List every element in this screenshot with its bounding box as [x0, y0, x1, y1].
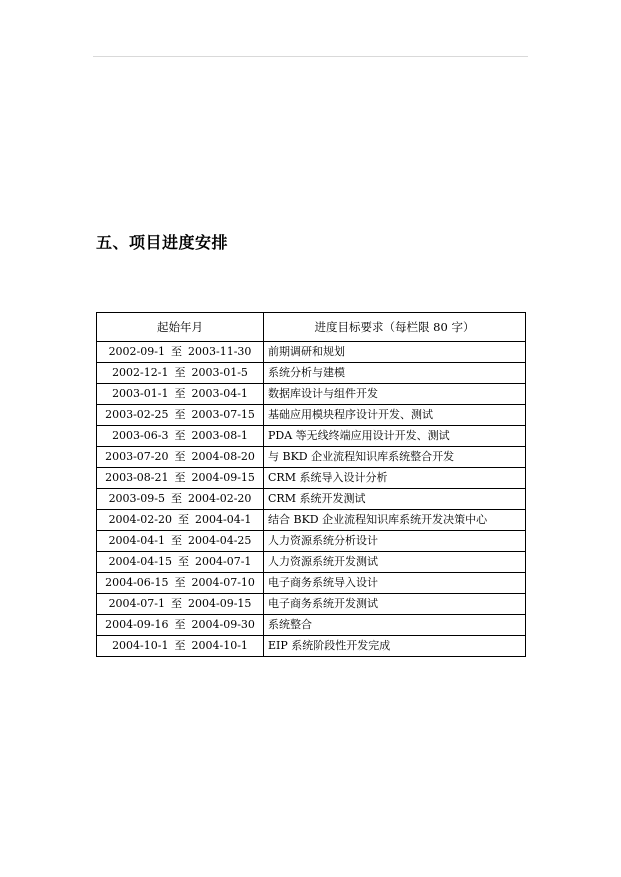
start-date: 2004-10-1 [112, 639, 169, 652]
range-separator: 至 [174, 471, 186, 484]
end-date: 2004-02-20 [188, 492, 252, 505]
goal-cell: PDA 等无线终端应用设计开发、测试 [264, 426, 526, 447]
end-date: 2004-09-15 [191, 471, 255, 484]
date-range-cell [97, 594, 264, 615]
range-separator: 至 [174, 366, 186, 379]
start-date: 2004-04-15 [108, 555, 172, 568]
goal-cell: 数据库设计与组件开发 [264, 384, 526, 405]
range-separator: 至 [174, 429, 186, 442]
column-header-goal: 进度目标要求（每栏限 80 字） [264, 313, 526, 342]
end-date: 2004-08-20 [191, 450, 255, 463]
table-row [97, 510, 526, 531]
start-date: 2003-06-3 [112, 429, 169, 442]
range-separator: 至 [174, 387, 186, 400]
end-date: 2003-04-1 [191, 387, 248, 400]
range-separator: 至 [174, 618, 186, 631]
table-row [97, 468, 526, 489]
date-range-cell [97, 468, 264, 489]
start-date: 2003-08-21 [105, 471, 169, 484]
table-row [97, 636, 526, 657]
range-separator: 至 [171, 597, 182, 610]
table-row [97, 342, 526, 363]
date-range-cell [97, 384, 264, 405]
goal-cell: 人力资源系统分析设计 [264, 531, 526, 552]
goal-cell: 系统整合 [264, 615, 526, 636]
column-header-date: 起始年月 [97, 313, 264, 342]
date-range-cell [97, 489, 264, 510]
range-separator: 至 [174, 639, 186, 652]
goal-cell: 电子商务系统导入设计 [264, 573, 526, 594]
date-range-cell [97, 531, 264, 552]
start-date: 2004-06-15 [105, 576, 169, 589]
goal-cell: 电子商务系统开发测试 [264, 594, 526, 615]
range-separator: 至 [174, 408, 186, 421]
goal-cell: 前期调研和规划 [264, 342, 526, 363]
date-range-cell [97, 405, 264, 426]
start-date: 2003-01-1 [112, 387, 169, 400]
goal-cell: 人力资源系统开发测试 [264, 552, 526, 573]
schedule-body [97, 342, 526, 657]
end-date: 2004-07-1 [194, 555, 252, 568]
table-row [97, 573, 526, 594]
range-separator: 至 [171, 345, 182, 358]
table-row [97, 426, 526, 447]
end-date: 2004-09-15 [188, 597, 252, 610]
date-range-cell [97, 510, 264, 531]
goal-cell: 基础应用模块程序设计开发、测试 [264, 405, 526, 426]
goal-cell: 结合 BKD 企业流程知识库系统开发决策中心 [264, 510, 526, 531]
end-date: 2004-07-10 [191, 576, 255, 589]
range-separator: 至 [174, 576, 186, 589]
table-row [97, 594, 526, 615]
range-separator: 至 [174, 450, 186, 463]
end-date: 2003-08-1 [191, 429, 248, 442]
start-date: 2004-09-16 [105, 618, 169, 631]
date-range-cell [97, 342, 264, 363]
table-row [97, 447, 526, 468]
start-date: 2002-09-1 [108, 345, 165, 358]
start-date: 2004-02-20 [108, 513, 172, 526]
end-date: 2003-07-15 [191, 408, 255, 421]
section-heading: 五、项目进度安排 [96, 233, 229, 252]
table-header-row [97, 313, 526, 342]
table-row [97, 405, 526, 426]
range-separator: 至 [177, 513, 189, 526]
range-separator: 至 [171, 534, 182, 547]
date-range-cell [97, 636, 264, 657]
end-date: 2003-11-30 [188, 345, 252, 358]
end-date: 2003-01-5 [191, 366, 248, 379]
date-range-cell [97, 426, 264, 447]
start-date: 2003-07-20 [105, 450, 169, 463]
start-date: 2003-02-25 [105, 408, 169, 421]
date-range-cell [97, 552, 264, 573]
start-date: 2002-12-1 [112, 366, 169, 379]
table-row [97, 615, 526, 636]
goal-cell: EIP 系统阶段性开发完成 [264, 636, 526, 657]
header-rule [93, 56, 528, 57]
range-separator: 至 [171, 492, 182, 505]
date-range-cell [97, 573, 264, 594]
table-row [97, 363, 526, 384]
end-date: 2004-04-25 [188, 534, 252, 547]
date-range-cell [97, 363, 264, 384]
start-date: 2004-04-1 [108, 534, 165, 547]
start-date: 2004-07-1 [108, 597, 165, 610]
end-date: 2004-09-30 [191, 618, 255, 631]
goal-cell: 系统分析与建模 [264, 363, 526, 384]
table-row [97, 531, 526, 552]
table-row [97, 552, 526, 573]
date-range-cell [97, 447, 264, 468]
table-row [97, 384, 526, 405]
goal-cell: CRM 系统导入设计分析 [264, 468, 526, 489]
schedule-table [96, 312, 526, 657]
table-row [97, 489, 526, 510]
end-date: 2004-04-1 [194, 513, 252, 526]
end-date: 2004-10-1 [191, 639, 248, 652]
date-range-cell [97, 615, 264, 636]
goal-cell: 与 BKD 企业流程知识库系统整合开发 [264, 447, 526, 468]
goal-cell: CRM 系统开发测试 [264, 489, 526, 510]
range-separator: 至 [177, 555, 189, 568]
start-date: 2003-09-5 [108, 492, 165, 505]
